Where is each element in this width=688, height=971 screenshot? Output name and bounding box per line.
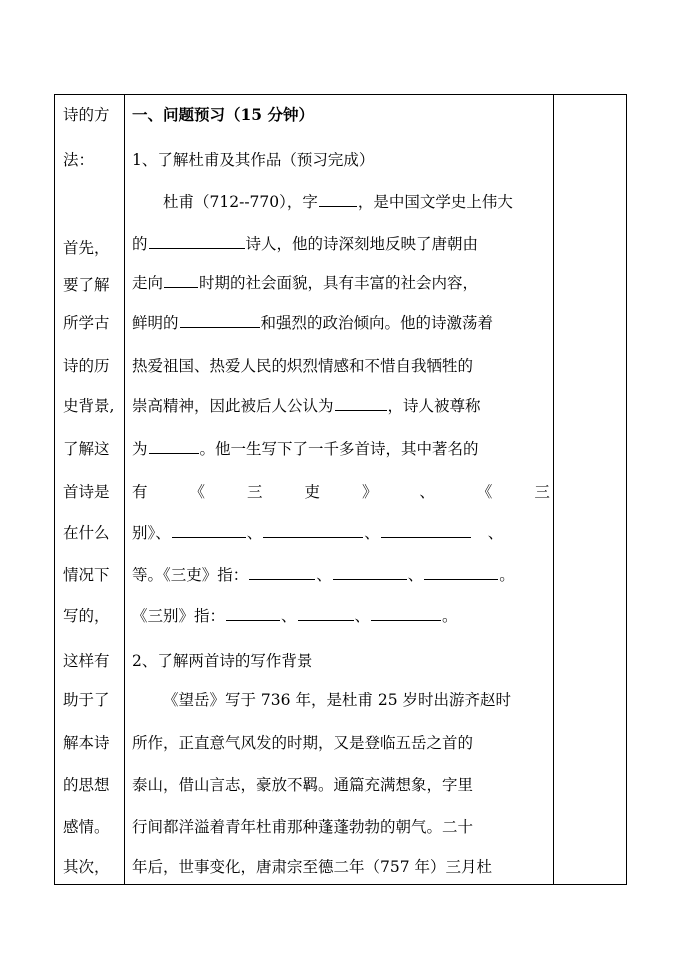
method-line: 法： bbox=[63, 151, 95, 169]
text-run: 三 bbox=[246, 483, 263, 501]
text-run: 、 bbox=[281, 607, 297, 625]
paragraph-line: 热爱祖国、热爱人民的炽烈情感和不惜自我牺牲的 bbox=[132, 357, 474, 375]
text-run: 、 bbox=[407, 566, 424, 584]
fill-blank[interactable] bbox=[298, 606, 354, 621]
paragraph-line bbox=[132, 313, 550, 333]
text-run: 。 bbox=[442, 607, 458, 625]
fill-blank[interactable] bbox=[263, 523, 363, 538]
text-run: 鲜明的 bbox=[132, 314, 179, 332]
paragraph-line bbox=[132, 523, 550, 543]
paragraph-line bbox=[132, 273, 550, 293]
method-line: 所学古 bbox=[63, 314, 110, 332]
text-run: 、 bbox=[354, 607, 371, 625]
column-divider-right bbox=[553, 95, 554, 884]
fill-blank[interactable] bbox=[149, 234, 245, 249]
method-line: 感情。 bbox=[63, 818, 110, 836]
method-line: 其次， bbox=[63, 858, 110, 876]
text-run: 走向 bbox=[132, 274, 164, 292]
paragraph-line: 《望岳》写于 736 年，是杜甫 25 岁时出游齐赵时 bbox=[163, 691, 512, 709]
fill-blank[interactable] bbox=[164, 273, 198, 288]
method-line: 诗的历 bbox=[63, 357, 110, 375]
fill-blank[interactable] bbox=[249, 565, 315, 580]
method-line: 首诗是 bbox=[63, 483, 110, 501]
paragraph-line bbox=[132, 439, 550, 459]
text-run: 。他一生写下了一千多首诗，其中著名的 bbox=[199, 440, 479, 458]
fill-blank[interactable] bbox=[319, 192, 357, 207]
text-run: 、 bbox=[419, 483, 435, 501]
paragraph-line-justified bbox=[132, 482, 550, 502]
text-run: 《三别》指： bbox=[132, 607, 226, 625]
text-run: 三 bbox=[534, 483, 550, 501]
text-run: 》 bbox=[361, 483, 378, 501]
method-line: 了解这 bbox=[63, 440, 110, 458]
text-run: 等。《三吏》指： bbox=[132, 566, 249, 584]
text-run: 《 bbox=[189, 483, 205, 501]
method-line: 解本诗 bbox=[63, 734, 110, 752]
paragraph-line: 泰山，借山言志，豪放不羁。通篇充满想象，字里 bbox=[132, 776, 474, 794]
paragraph-line bbox=[132, 565, 550, 585]
text-run: 、 bbox=[487, 524, 504, 542]
text-run: 崇高精神，因此被后人公认为 bbox=[132, 397, 334, 415]
fill-blank[interactable] bbox=[381, 523, 471, 538]
text-run: 和强烈的政治倾向。他的诗激荡着 bbox=[260, 314, 494, 332]
paragraph-line: 行间都洋溢着青年杜甫那种蓬蓬勃勃的朝气。二十 bbox=[132, 818, 474, 836]
method-line: 情况下 bbox=[63, 566, 110, 584]
paragraph-line: 年后，世事变化，唐肃宗至德二年（757 年）三月杜 bbox=[132, 858, 493, 876]
fill-blank[interactable] bbox=[371, 606, 441, 621]
method-line: 写的， bbox=[63, 607, 110, 625]
method-line: 这样有 bbox=[63, 652, 110, 670]
paragraph-line: 所作，正直意气风发的时期，又是登临五岳之首的 bbox=[132, 734, 474, 752]
paragraph-line bbox=[132, 396, 550, 416]
fill-blank[interactable] bbox=[335, 396, 387, 411]
fill-blank[interactable] bbox=[333, 565, 407, 580]
item1-heading: 1、了解杜甫及其作品（预习完成） bbox=[132, 151, 375, 169]
text-run: 时期的社会面貌，具有丰富的社会内容， bbox=[199, 274, 479, 292]
fill-blank[interactable] bbox=[172, 523, 246, 538]
text-run: 。 bbox=[499, 566, 515, 584]
method-line: 要了解 bbox=[63, 276, 110, 294]
text-run: ，是中国文学史上伟大 bbox=[357, 193, 513, 211]
text-run: 别》、 bbox=[132, 524, 171, 542]
section-heading: 一、问题预习（15 分钟） bbox=[132, 105, 314, 124]
fill-blank[interactable] bbox=[226, 606, 280, 621]
item2-heading: 2、了解两首诗的写作背景 bbox=[132, 652, 313, 670]
method-line: 在什么 bbox=[63, 524, 110, 542]
method-line: 首先， bbox=[63, 239, 110, 257]
text-run: 杜甫（712--770），字 bbox=[163, 193, 318, 211]
text-run: ，诗人被尊称 bbox=[387, 397, 481, 415]
text-run: 吏 bbox=[304, 483, 320, 501]
text-run: 、 bbox=[246, 524, 263, 542]
method-line: 史背景, bbox=[63, 397, 115, 415]
text-run: 《 bbox=[476, 483, 493, 501]
text-run: 、 bbox=[364, 524, 380, 542]
paragraph-line bbox=[132, 192, 550, 212]
text-run: 诗人，他的诗深刻地反映了唐朝由 bbox=[245, 235, 479, 253]
fill-blank[interactable] bbox=[424, 565, 498, 580]
text-run: 为 bbox=[132, 440, 148, 458]
method-line: 的思想 bbox=[63, 776, 110, 794]
text-run: 有 bbox=[132, 483, 148, 501]
paragraph-line bbox=[132, 606, 550, 626]
paragraph-line bbox=[132, 234, 550, 254]
fill-blank[interactable] bbox=[180, 313, 260, 328]
worksheet-table bbox=[54, 94, 627, 885]
text-run: 、 bbox=[316, 566, 332, 584]
column-divider-left bbox=[124, 95, 125, 884]
text-run: 的 bbox=[132, 235, 148, 253]
method-line: 助于了 bbox=[63, 691, 110, 709]
fill-blank[interactable] bbox=[149, 439, 199, 454]
method-line: 诗的方 bbox=[63, 106, 110, 124]
